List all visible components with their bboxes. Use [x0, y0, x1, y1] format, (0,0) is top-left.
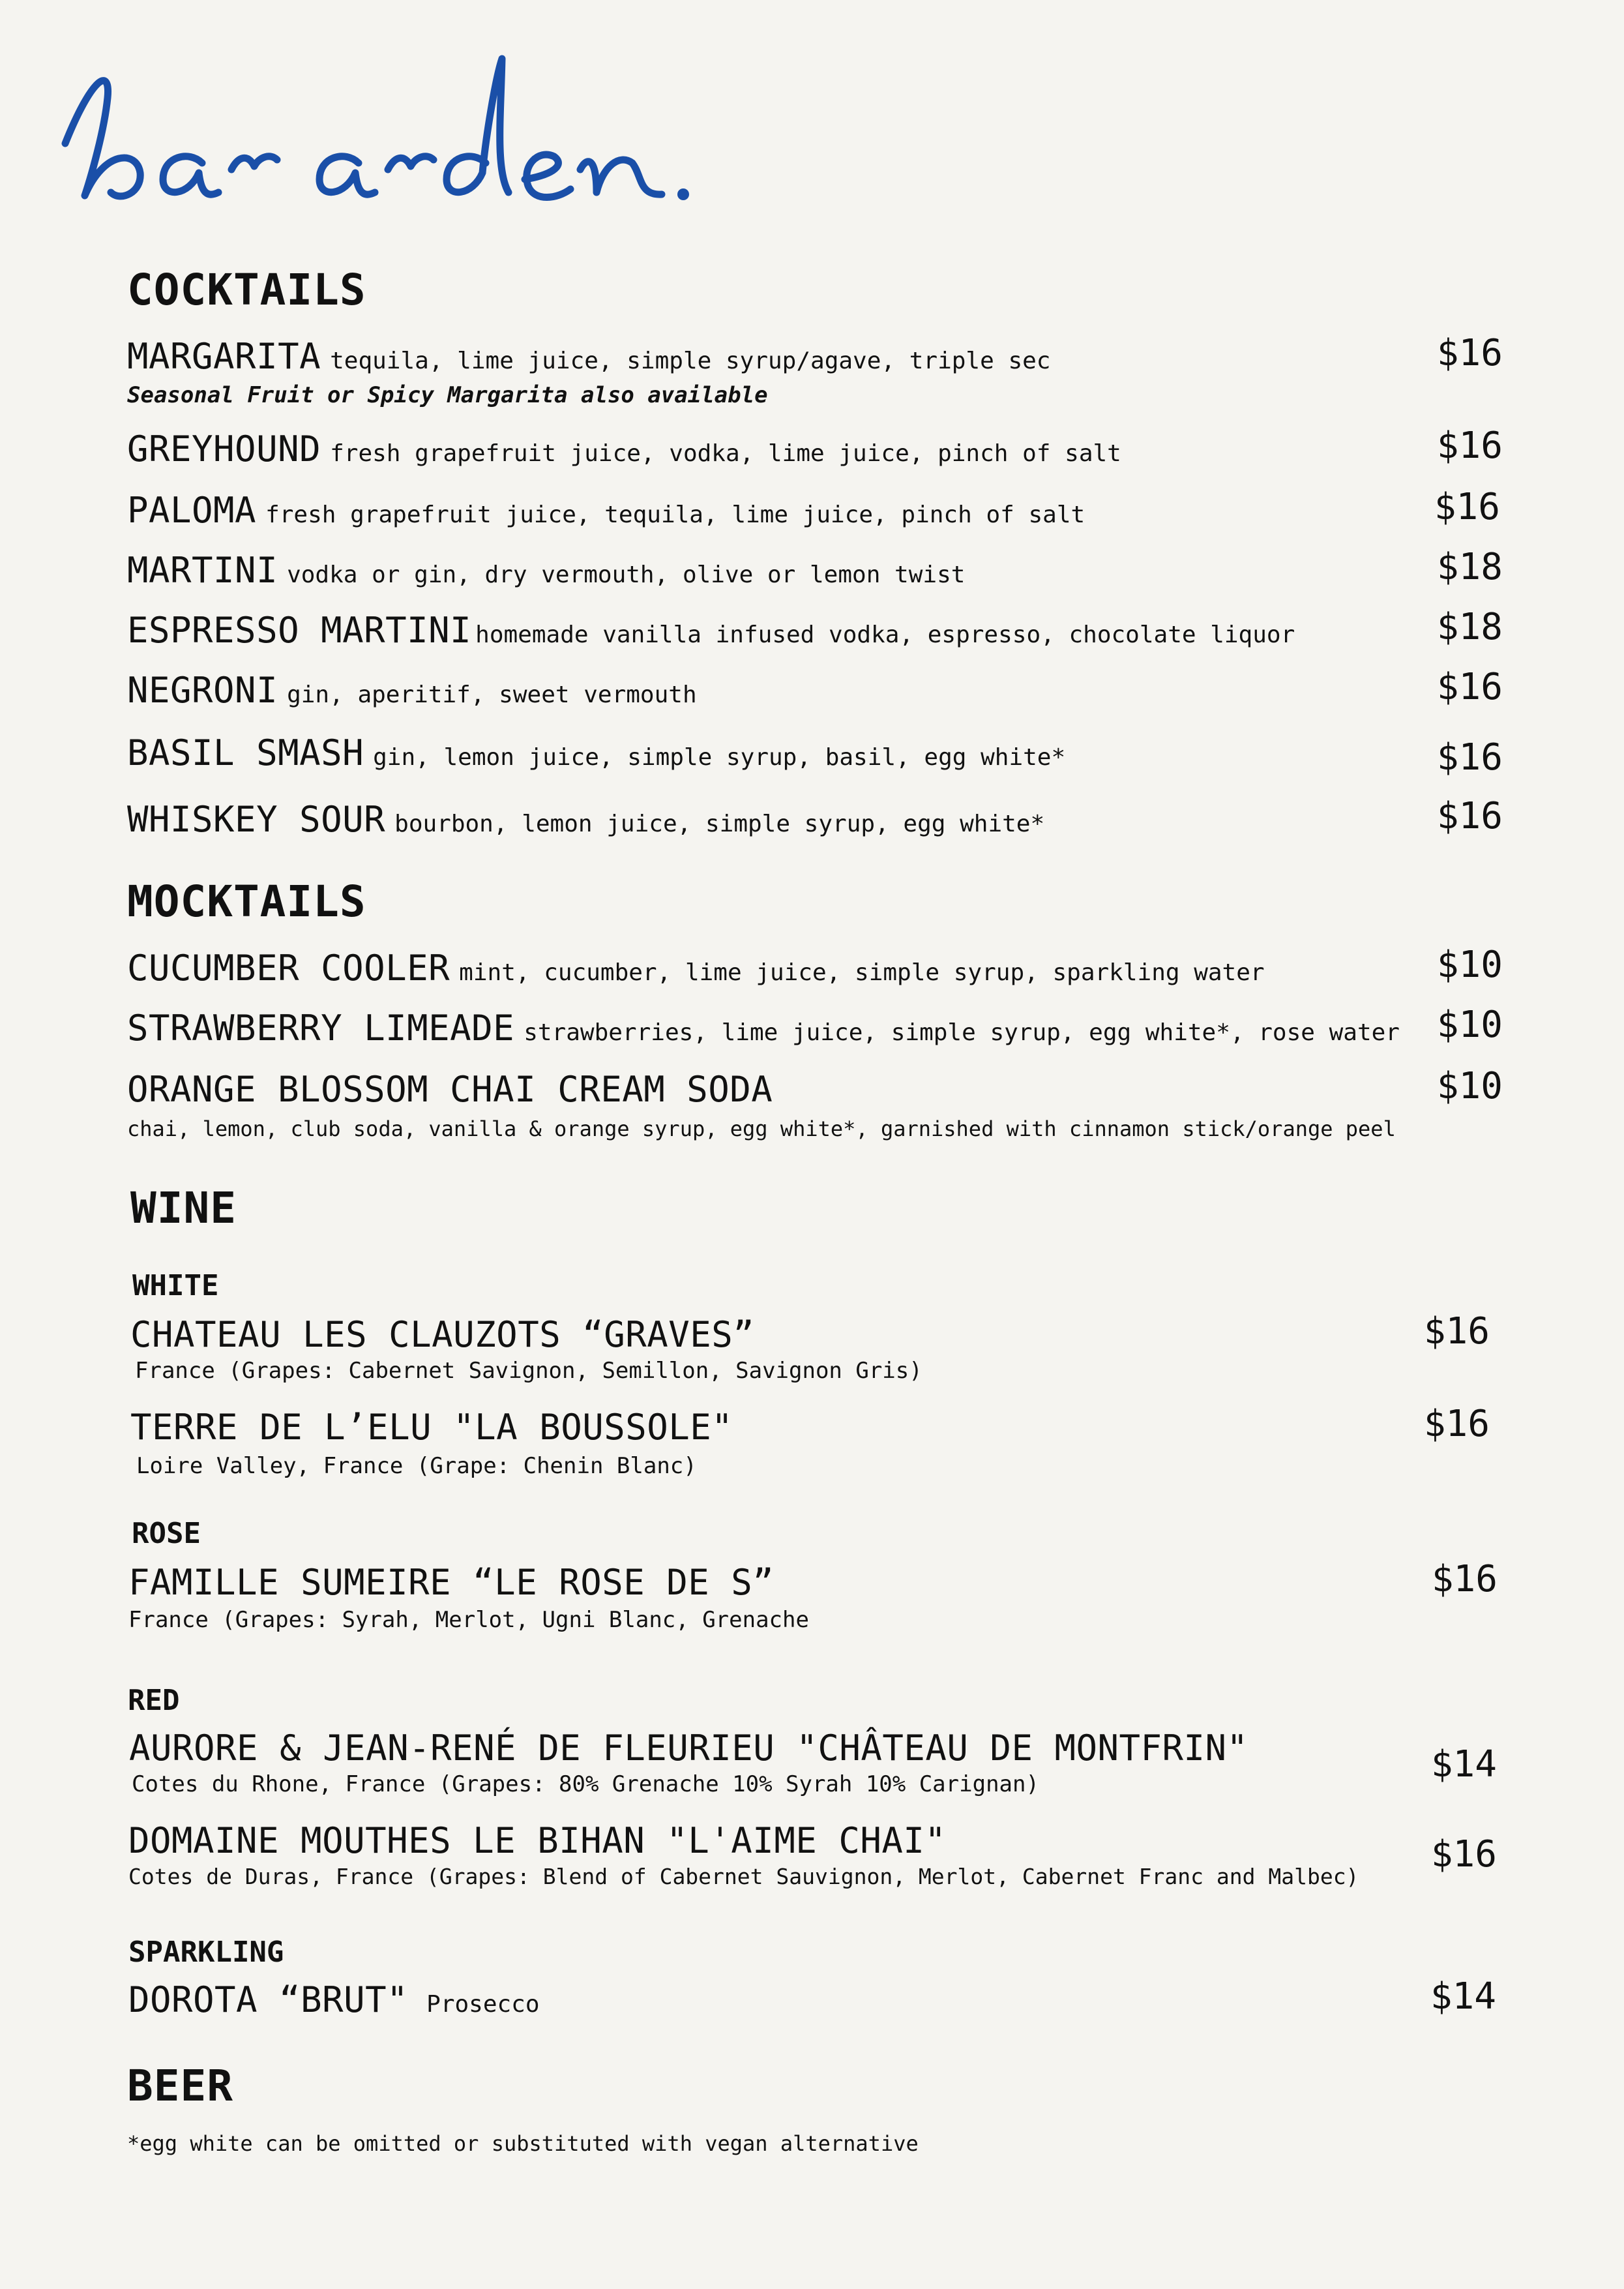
menu-item-strawberry-limeade: [127, 1004, 1503, 1063]
menu-item-espresso-martini: [127, 606, 1503, 665]
item-description: chai, lemon, club soda, vanilla & orange syrup, egg white*, garnished with cinnamon stick/orange peel: [127, 1116, 1396, 1141]
item-description: Prosecco: [426, 1991, 540, 2018]
menu-item-greyhound: [127, 425, 1503, 484]
subheading-white: WHITE: [132, 1269, 219, 1302]
wine-item: [128, 1558, 1498, 1633]
wine-item: [130, 1310, 1490, 1384]
subheading-rose: ROSE: [132, 1517, 201, 1550]
menu-item-whiskey-sour: [127, 795, 1503, 854]
item-price: $18: [1436, 546, 1503, 588]
item-description: Cotes de Duras, France (Grapes: Blend of Cabernet Sauvignon, Merlot, Cabernet Franc and Malbec): [128, 1864, 1359, 1889]
menu-item-orange-blossom-chai-cream-soda: [127, 1065, 1503, 1141]
wine-item: [128, 1975, 1496, 2035]
item-name: DOMAINE MOUTHES LE BIHAN "L'AIME CHAI": [128, 1820, 947, 1861]
item-description: France (Grapes: Syrah, Merlot, Ugni Blanc, Grenache: [128, 1607, 809, 1633]
subheading-red: RED: [128, 1684, 180, 1717]
item-name: TERRE DE L’ELU "LA BOUSSOLE": [130, 1407, 733, 1448]
menu-item-margarita: [127, 332, 1503, 408]
menu-item-paloma: [127, 486, 1503, 545]
item-description: vodka or gin, dry vermouth, olive or lemon twist: [287, 561, 966, 588]
item-price: $16: [1434, 486, 1500, 528]
item-price: $10: [1436, 1004, 1503, 1046]
item-note: Seasonal Fruit or Spicy Margarita also available: [127, 382, 768, 408]
footnote: *egg white can be omitted or substituted with vegan alternative: [127, 2131, 919, 2156]
item-description: bourbon, lemon juice, simple syrup, egg white*: [394, 811, 1045, 837]
item-description: France (Grapes: Cabernet Savignon, Semillon, Savignon Gris): [135, 1358, 923, 1384]
item-price: $16: [1436, 666, 1503, 708]
item-price: $16: [1436, 736, 1503, 779]
item-price: $16: [1431, 1558, 1498, 1600]
wine-item: [129, 1728, 1497, 1797]
item-name: GREYHOUND: [127, 428, 321, 470]
item-name: PALOMA: [127, 490, 257, 531]
item-price: $10: [1436, 944, 1503, 986]
item-description: fresh grapefruit juice, tequila, lime juice, pinch of salt: [265, 501, 1085, 528]
wine-item: [130, 1403, 1490, 1479]
item-name: MARGARITA: [127, 336, 321, 377]
section-heading-cocktails: COCKTAILS: [127, 265, 366, 315]
item-name: WHISKEY SOUR: [127, 799, 386, 840]
section-heading-beer: BEER: [127, 2061, 233, 2111]
item-price: $16: [1423, 1403, 1490, 1445]
item-name: MARTINI: [127, 550, 278, 591]
item-price: $16: [1436, 425, 1503, 467]
item-name: CHATEAU LES CLAUZOTS “GRAVES”: [130, 1314, 755, 1355]
item-description: mint, cucumber, lime juice, simple syrup, sparkling water: [459, 959, 1265, 986]
item-price: $18: [1436, 606, 1503, 648]
item-description: Loire Valley, France (Grape: Chenin Blanc): [136, 1453, 697, 1479]
item-name: BASIL SMASH: [127, 732, 364, 773]
item-price: $16: [1430, 1833, 1497, 1876]
item-name: ORANGE BLOSSOM CHAI CREAM SODA: [127, 1069, 773, 1110]
item-description: gin, aperitif, sweet vermouth: [287, 681, 697, 708]
item-price: $16: [1436, 332, 1503, 374]
section-heading-mocktails: MOCKTAILS: [127, 876, 366, 927]
item-name: FAMILLE SUMEIRE “LE ROSE DE S”: [128, 1562, 775, 1603]
menu-item-cucumber-cooler: [127, 944, 1503, 1003]
item-description: tequila, lime juice, simple syrup/agave, triple sec: [330, 348, 1051, 374]
item-name: ESPRESSO MARTINI: [127, 610, 472, 651]
item-description: fresh grapefruit juice, vodka, lime juice, pinch of salt: [330, 440, 1121, 467]
item-price: $10: [1436, 1065, 1503, 1107]
section-heading-wine: WINE: [130, 1183, 237, 1233]
item-name: NEGRONI: [127, 670, 278, 711]
item-name: STRAWBERRY LIMEADE: [127, 1008, 515, 1049]
item-description: Cotes du Rhone, France (Grapes: 80% Grenache 10% Syrah 10% Carignan): [132, 1771, 1039, 1797]
item-name: CUCUMBER COOLER: [127, 948, 450, 989]
item-name: AURORE & JEAN-RENÉ DE FLEURIEU "CHÂTEAU DE MONTFRIN": [129, 1728, 1248, 1769]
item-name: DOROTA “BRUT": [128, 1979, 409, 2020]
item-price: $16: [1423, 1310, 1490, 1353]
item-price: $16: [1436, 795, 1503, 837]
menu-item-basil-smash: [127, 732, 1503, 788]
item-price: $14: [1430, 1975, 1496, 2018]
item-description: homemade vanilla infused vodka, espresso, chocolate liquor: [475, 621, 1295, 648]
subheading-sparkling: SPARKLING: [128, 1936, 284, 1969]
item-price: $14: [1430, 1743, 1497, 1786]
menu-item-martini: [127, 546, 1503, 605]
wine-item: [128, 1820, 1497, 1889]
item-description: gin, lemon juice, simple syrup, basil, egg white*: [373, 744, 1066, 771]
bar-arden-logo: [52, 39, 730, 215]
item-description: strawberries, lime juice, simple syrup, egg white*, rose water: [524, 1019, 1400, 1046]
menu-item-negroni: [127, 666, 1503, 725]
